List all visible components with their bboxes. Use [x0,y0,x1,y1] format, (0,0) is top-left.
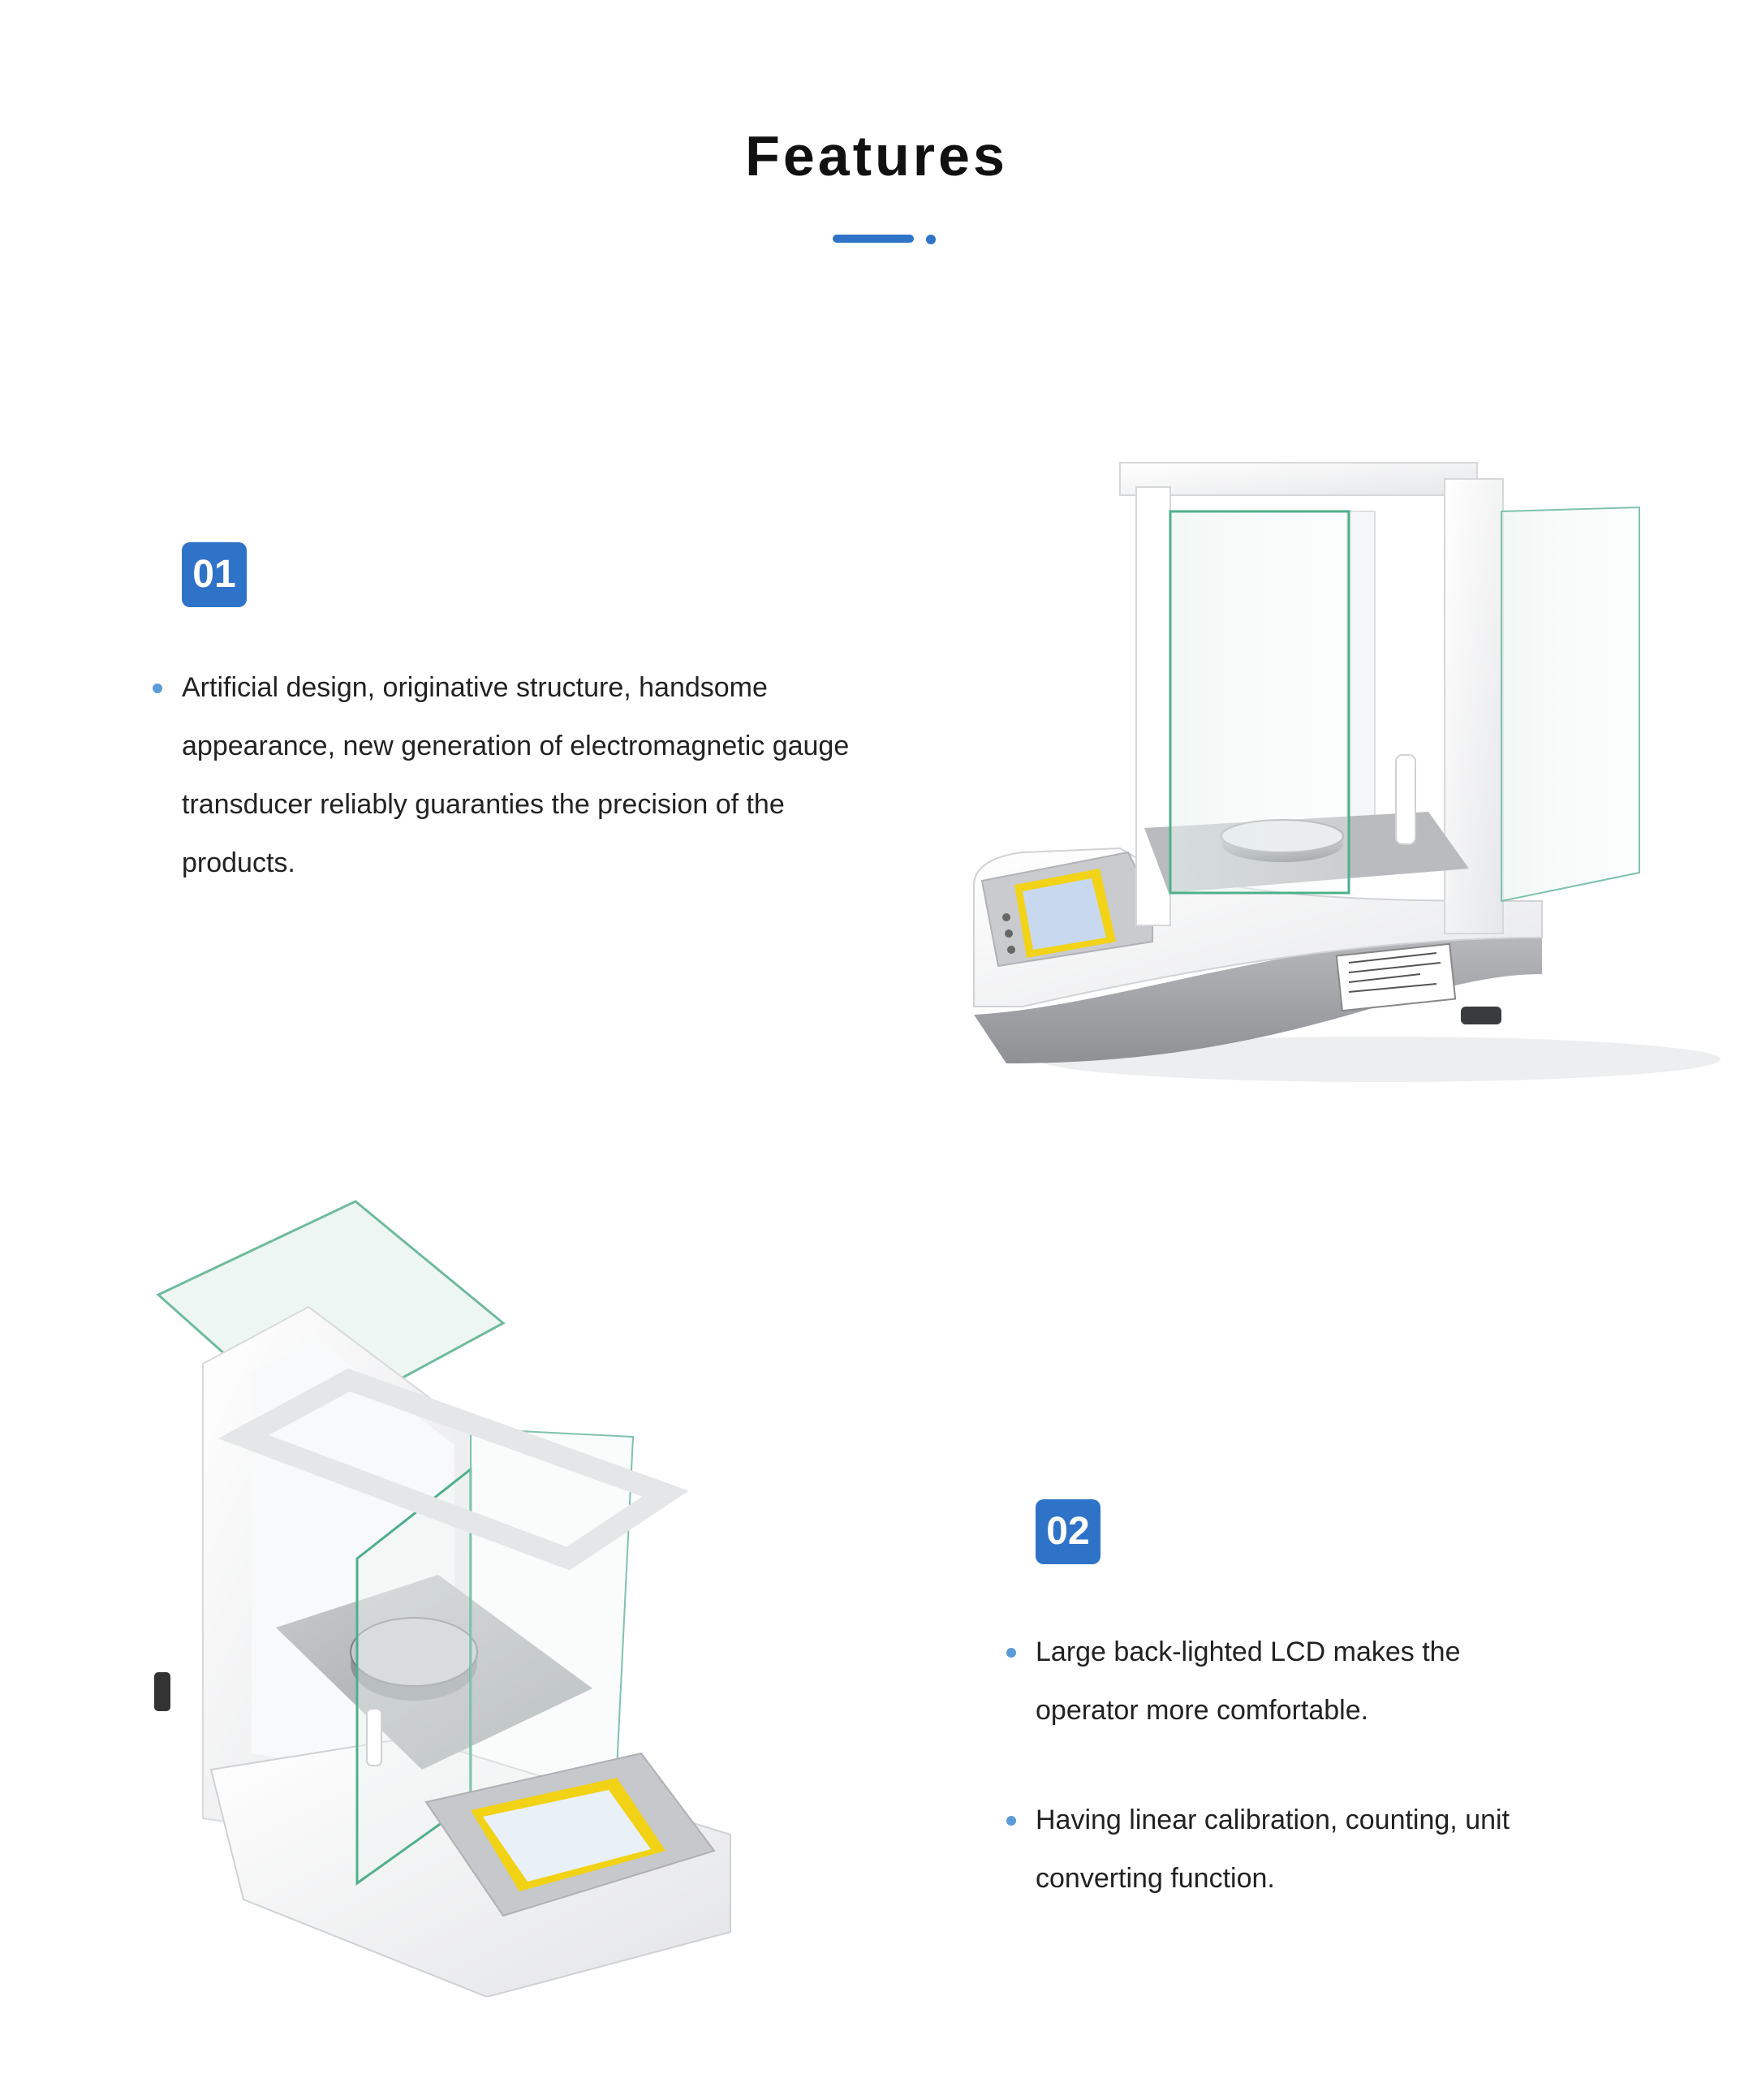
feature-bullet-text: Large back-lighted LCD makes the operator more comfortable. [1036,1636,1461,1726]
feature-bullet [182,658,880,892]
analytical-balance-top-image [146,1185,763,1997]
bullet-dot-icon [153,683,162,693]
feature-bullet-text: Having linear calibration, counting, unit converting function. [1036,1805,1510,1894]
feature-number-badge-01: 01 [182,542,247,607]
title-dot [926,235,936,244]
feature-bullet-text: Artificial design, originative structure, handsome appearance, new generation of electromagnetic gauge transducer reliably guaranties the precision of the products. [182,672,850,878]
feature-bullet [1036,1623,1563,1740]
analytical-balance-side-image [958,446,1737,1145]
bullet-dot-icon [1006,1816,1016,1826]
title-underline [833,235,914,243]
feature-number-badge-02: 02 [1036,1499,1100,1564]
bullet-dot-icon [1006,1648,1016,1658]
feature-bullet [1036,1791,1604,1908]
page-title: Features [745,124,1008,188]
